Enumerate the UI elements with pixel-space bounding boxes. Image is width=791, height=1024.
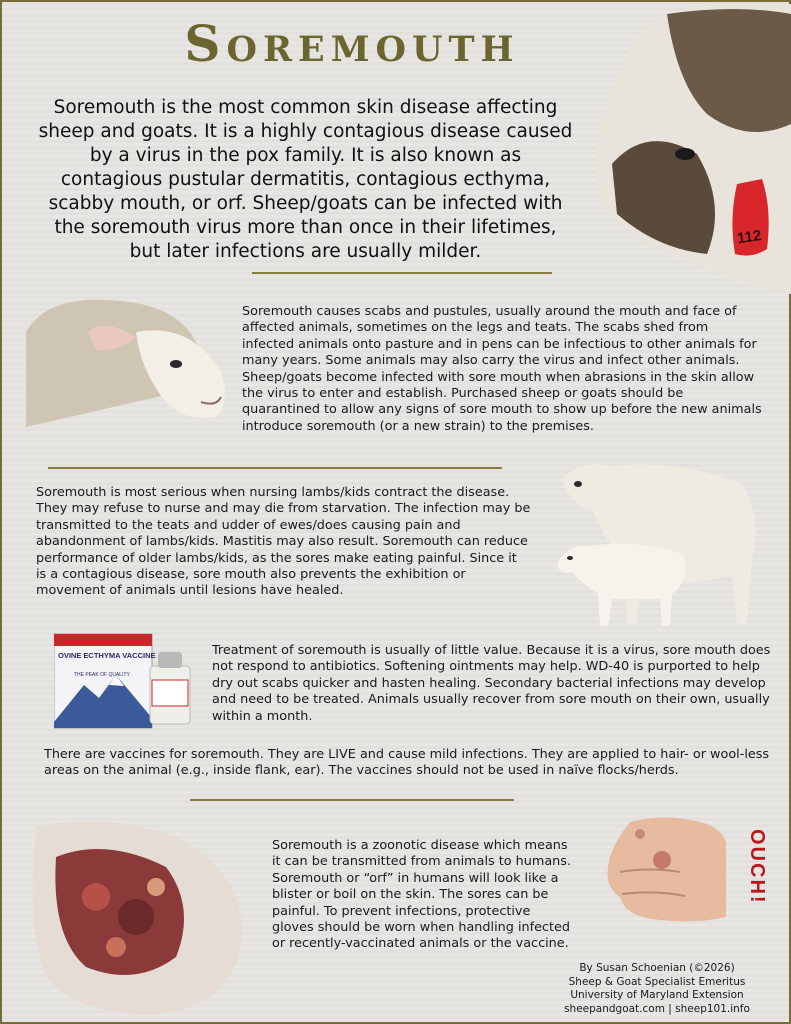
divider (190, 799, 514, 801)
intro-paragraph: Soremouth is the most common skin disease affecting sheep and goats. It is a highly contagious disease caused by a virus in the pox family. It is also known as contagious pustular dermatitis, contagious ecthyma, scabby mouth, or orf. Sheep/goats can be infected with the soremouth virus more than once in their lifetimes, but later infections are usually milder. (38, 97, 573, 262)
divider (48, 467, 502, 469)
byline-title: Sheep & Goat Specialist Emeritus (568, 975, 746, 988)
divider (252, 272, 552, 274)
soremouth-lesion-photo (26, 817, 256, 1017)
paragraph-treatment: Treatment of soremouth is usually of little value. Because it is a virus, sore mouth does not respond to antibiotics. Softening ointments may help. WD-40 is purported to help dry out scabs quicker and hasten healing. Secondary bacterial infections may develop and need to be treated. Animals usually recover from sore mouth on their own, usually within a month. (212, 643, 771, 724)
goat-head-photo (587, 4, 791, 294)
byline (547, 962, 767, 1016)
vaccine-box-subtitle: THE PEAK OF QUALITY (74, 672, 130, 678)
byline-organization: University of Maryland Extension (570, 989, 744, 1001)
infected-hand-photo (600, 812, 726, 928)
vaccine-box-photo (54, 630, 204, 730)
page-title: Soremouth (184, 14, 520, 73)
byline-author: By Susan Schoenian (©2026) (579, 962, 735, 974)
paragraph-causes: Soremouth causes scabs and pustules, usually around the mouth and face of affected animals, sometimes on the legs and teats. The scabs shed from infected animals onto pasture and in pens can be infectious to other animals for many years. Some animals may also carry the virus and infect other animals. Sheep/goats become infected with sore mouth when abrasions in the skin allow the virus to enter and establish. Purchased sheep or goats should be quarantined to allow any signs of sore mouth to show up before the new animals introduce soremouth (or a new strain) to the premises. (242, 304, 762, 434)
ear-tag-number: 112 (736, 227, 763, 248)
byline-websites: sheepandgoat.com | sheep101.info (564, 1002, 750, 1015)
paragraph-nursing: Soremouth is most serious when nursing lambs/kids contract the disease. They may refuse to nurse and may die from starvation. The infection may be transmitted to the teats and udder of ewes/does causing pain and abandonment of lambs/kids. Mastitis may also result. Soremouth can reduce performance of older lambs/kids, as the sores make eating painful. Since it is a contagious disease, sore mouth also prevents the exhibition or movement of animals until lesions have healed. (36, 485, 531, 599)
vaccine-box-label: OVINE ECTHYMA VACCINE (58, 651, 156, 660)
paragraph-vaccines: There are vaccines for soremouth. They are LIVE and cause mild infections. They are applied to hair- or wool-less areas on the animal (e.g., inside flank, ear). The vaccines should not be used in naïve flocks/herds. (44, 747, 770, 779)
ewe-and-lamb-photo (542, 454, 764, 629)
ouch-label: OUCH! (746, 829, 768, 905)
sheep-head-photo (26, 292, 231, 427)
paragraph-zoonotic: Soremouth is a zoonotic disease which means it can be transmitted from animals to humans. Soremouth or “orf” in humans will look like a blister or boil on the skin. The sores can be painful. To prevent infections, protective gloves should be worn when handling infected or recently-vaccinated animals or the vaccine. (272, 838, 572, 952)
